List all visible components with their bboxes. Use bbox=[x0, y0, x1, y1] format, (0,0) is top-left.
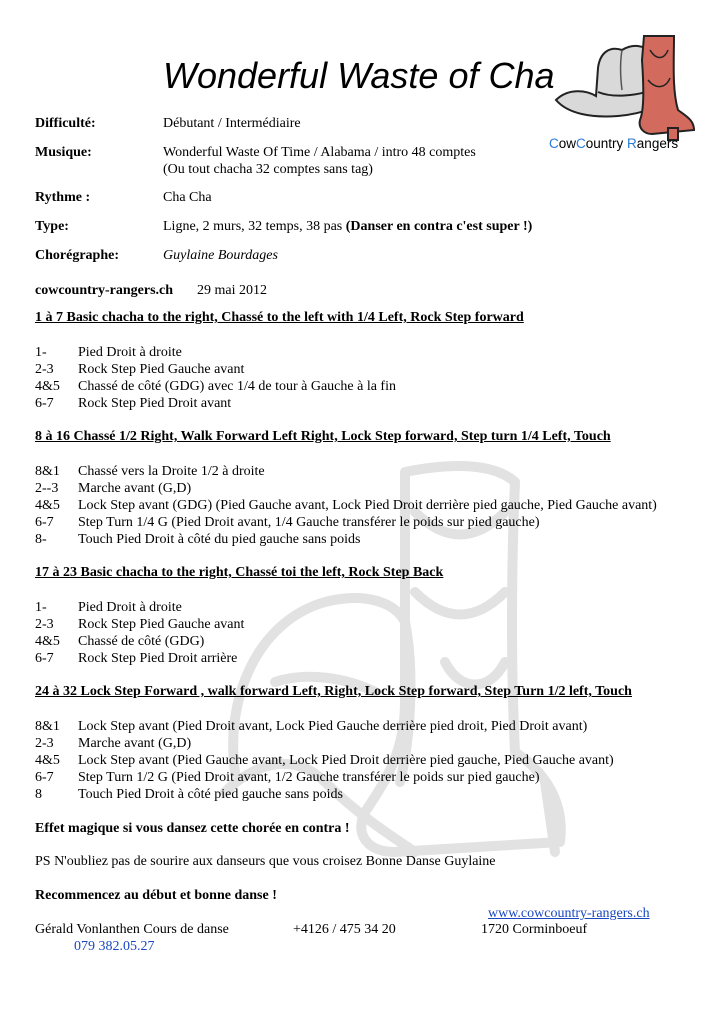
doc-date: 29 mai 2012 bbox=[197, 283, 267, 298]
section-heading: 24 à 32 Lock Step Forward , walk forward Left, Right, Lock Step forward, Step Turn 1/2 left, Touch bbox=[35, 684, 632, 699]
city: 1720 Corminboeuf bbox=[481, 922, 588, 937]
music-value-2: (Ou tout chacha 32 comptes sans tag) bbox=[163, 162, 373, 177]
difficulty-value: Débutant / Intermédiaire bbox=[163, 116, 301, 131]
choreographer-value: Guylaine Bourdages bbox=[163, 248, 278, 263]
document-title: Wonderful Waste of Cha bbox=[163, 55, 555, 96]
instructor-name: Gérald Vonlanthen Cours de danse bbox=[35, 922, 229, 937]
difficulty-label: Difficulté: bbox=[35, 116, 96, 131]
rhythm-value: Cha Cha bbox=[163, 190, 212, 205]
website-link[interactable]: www.cowcountry-rangers.ch bbox=[488, 906, 650, 921]
section-heading: 17 à 23 Basic chacha to the right, Chassé toi the left, Rock Step Back bbox=[35, 565, 444, 580]
logo-brand-text: CowCountry Rangers bbox=[549, 136, 679, 151]
section-heading: 1 à 7 Basic chacha to the right, Chassé to the left with 1/4 Left, Rock Step forward bbox=[35, 310, 524, 325]
music-label: Musique: bbox=[35, 145, 92, 160]
type-label: Type: bbox=[35, 219, 69, 234]
rhythm-label: Rythme : bbox=[35, 190, 91, 205]
section-heading: 8 à 16 Chassé 1/2 Right, Walk Forward Left Right, Lock Step forward, Step turn 1/4 Left, Touch bbox=[35, 429, 611, 444]
phone-number: +4126 / 475 34 20 bbox=[293, 922, 396, 937]
music-value-1: Wonderful Waste Of Time / Alabama / intro 48 comptes bbox=[163, 145, 476, 160]
choreographer-label: Chorégraphe: bbox=[35, 248, 119, 263]
magic-note: Effet magique si vous dansez cette chorée en contra ! bbox=[35, 821, 350, 836]
restart-note: Recommencez au début et bonne danse ! bbox=[35, 888, 277, 903]
ps-note: PS N'oubliez pas de sourire aux danseurs que vous croisez Bonne Danse Guylaine bbox=[35, 854, 496, 869]
mobile-number[interactable]: 079 382.05.27 bbox=[74, 939, 155, 954]
site-name: cowcountry-rangers.ch bbox=[35, 283, 174, 298]
type-value: Ligne, 2 murs, 32 temps, 38 pas (Danser en contra c'est super !) bbox=[163, 219, 533, 234]
